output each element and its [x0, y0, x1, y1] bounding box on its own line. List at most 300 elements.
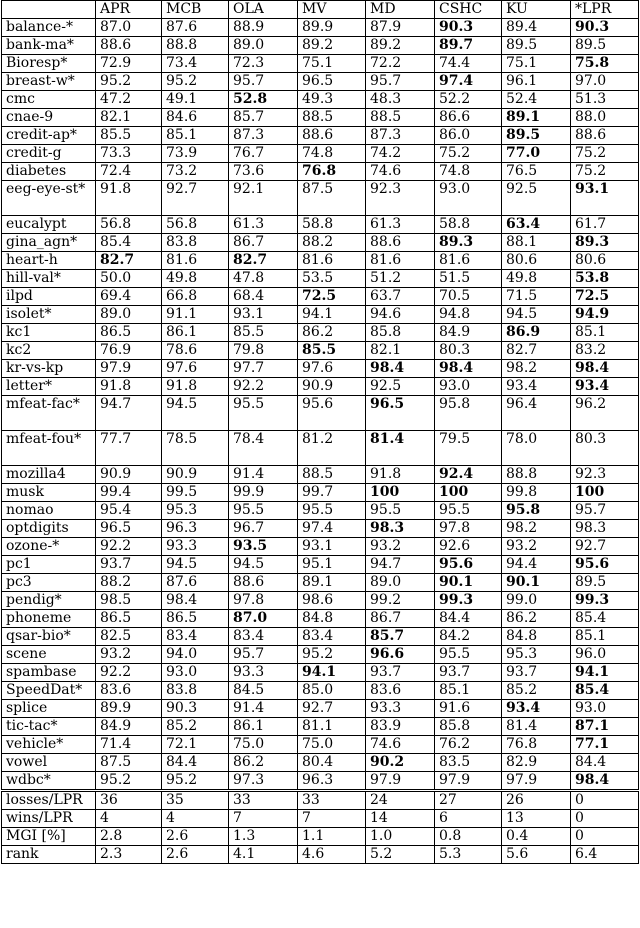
value-cell: 83.4	[298, 628, 366, 646]
table-row	[2, 306, 639, 324]
value-cell: 97.0	[571, 73, 639, 91]
value-cell: 74.8	[298, 145, 366, 163]
metric-name: rank	[2, 846, 96, 864]
value-cell: 91.8	[96, 181, 162, 216]
table-row	[2, 520, 639, 538]
value-cell: 90.1	[435, 574, 502, 592]
value-cell: 97.4	[298, 520, 366, 538]
dataset-name: pc1	[2, 556, 96, 574]
value-cell: 77.1	[571, 736, 639, 754]
value-cell: 89.2	[298, 37, 366, 55]
dataset-name: hill-val*	[2, 270, 96, 288]
value-cell: 4.6	[298, 846, 366, 864]
value-cell: 2.8	[96, 828, 162, 846]
value-cell: 86.2	[298, 324, 366, 342]
value-cell: 96.4	[502, 396, 571, 431]
dataset-name: optdigits	[2, 520, 96, 538]
value-cell: 88.2	[298, 234, 366, 252]
value-cell: 97.6	[298, 360, 366, 378]
value-cell: 1.1	[298, 828, 366, 846]
value-cell: 63.4	[502, 216, 571, 234]
value-cell: 100	[435, 484, 502, 502]
value-cell: 72.5	[298, 288, 366, 306]
value-cell: 84.8	[298, 610, 366, 628]
value-cell: 87.3	[229, 127, 298, 145]
value-cell: 90.9	[298, 378, 366, 396]
value-cell: 6	[435, 810, 502, 828]
value-cell: 92.5	[502, 181, 571, 216]
dataset-rows	[2, 19, 639, 791]
value-cell: 83.5	[435, 754, 502, 772]
value-cell: 52.2	[435, 91, 502, 109]
value-cell: 85.1	[435, 682, 502, 700]
value-cell: 99.7	[298, 484, 366, 502]
value-cell: 95.2	[298, 646, 366, 664]
value-cell: 78.6	[162, 342, 229, 360]
header-cell: *LPR	[571, 1, 639, 19]
value-cell: 89.0	[366, 574, 435, 592]
table-row	[2, 234, 639, 252]
dataset-name: vehicle*	[2, 736, 96, 754]
value-cell: 0	[571, 791, 639, 810]
value-cell: 97.9	[502, 772, 571, 791]
value-cell: 86.5	[96, 324, 162, 342]
metric-name: MGI [%]	[2, 828, 96, 846]
value-cell: 94.0	[162, 646, 229, 664]
value-cell: 5.2	[366, 846, 435, 864]
value-cell: 80.4	[298, 754, 366, 772]
value-cell: 83.2	[571, 342, 639, 360]
table-row	[2, 288, 639, 306]
value-cell: 89.0	[96, 306, 162, 324]
value-cell: 81.6	[435, 252, 502, 270]
summary-rows	[2, 791, 639, 864]
value-cell: 92.3	[571, 466, 639, 484]
table-row	[2, 538, 639, 556]
header-row	[2, 1, 639, 19]
value-cell: 78.4	[229, 431, 298, 466]
value-cell: 98.4	[571, 772, 639, 791]
value-cell: 89.0	[229, 37, 298, 55]
value-cell: 86.2	[502, 610, 571, 628]
value-cell: 74.2	[366, 145, 435, 163]
value-cell: 91.8	[162, 378, 229, 396]
value-cell: 72.3	[229, 55, 298, 73]
value-cell: 96.5	[298, 73, 366, 91]
value-cell: 79.8	[229, 342, 298, 360]
value-cell: 92.2	[229, 378, 298, 396]
table-row	[2, 127, 639, 145]
value-cell: 87.5	[96, 754, 162, 772]
table-row	[2, 378, 639, 396]
value-cell: 95.5	[229, 502, 298, 520]
value-cell: 0.8	[435, 828, 502, 846]
value-cell: 98.2	[502, 520, 571, 538]
value-cell: 24	[366, 791, 435, 810]
value-cell: 81.6	[366, 252, 435, 270]
value-cell: 84.6	[162, 109, 229, 127]
value-cell: 94.9	[571, 306, 639, 324]
value-cell: 92.1	[229, 181, 298, 216]
value-cell: 81.4	[366, 431, 435, 466]
value-cell: 93.2	[366, 538, 435, 556]
value-cell: 95.6	[571, 556, 639, 574]
value-cell: 75.1	[298, 55, 366, 73]
value-cell: 91.4	[229, 700, 298, 718]
value-cell: 85.5	[96, 127, 162, 145]
value-cell: 89.4	[502, 19, 571, 37]
header-cell: MD	[366, 1, 435, 19]
value-cell: 63.7	[366, 288, 435, 306]
value-cell: 86.7	[366, 610, 435, 628]
value-cell: 98.4	[366, 360, 435, 378]
value-cell: 83.6	[366, 682, 435, 700]
dataset-name: balance-*	[2, 19, 96, 37]
dataset-name: heart-h	[2, 252, 96, 270]
value-cell: 13	[502, 810, 571, 828]
value-cell: 85.7	[366, 628, 435, 646]
value-cell: 96.5	[366, 396, 435, 431]
value-cell: 89.2	[366, 37, 435, 55]
value-cell: 95.2	[96, 73, 162, 91]
value-cell: 72.2	[366, 55, 435, 73]
dataset-name: kc1	[2, 324, 96, 342]
dataset-name: diabetes	[2, 163, 96, 181]
value-cell: 90.3	[162, 700, 229, 718]
value-cell: 97.3	[229, 772, 298, 791]
value-cell: 98.5	[96, 592, 162, 610]
value-cell: 95.2	[162, 772, 229, 791]
dataset-name: kr-vs-kp	[2, 360, 96, 378]
value-cell: 99.8	[502, 484, 571, 502]
value-cell: 69.4	[96, 288, 162, 306]
dataset-name: SpeedDat*	[2, 682, 96, 700]
value-cell: 81.4	[502, 718, 571, 736]
value-cell: 89.5	[502, 127, 571, 145]
value-cell: 84.8	[502, 628, 571, 646]
results-table	[1, 0, 639, 864]
value-cell: 33	[298, 791, 366, 810]
value-cell: 2.6	[162, 846, 229, 864]
value-cell: 95.7	[229, 646, 298, 664]
value-cell: 75.1	[502, 55, 571, 73]
value-cell: 94.1	[571, 664, 639, 682]
dataset-name: eucalypt	[2, 216, 96, 234]
value-cell: 83.8	[162, 682, 229, 700]
dataset-name: credit-g	[2, 145, 96, 163]
value-cell: 88.6	[571, 127, 639, 145]
value-cell: 86.6	[435, 109, 502, 127]
value-cell: 74.6	[366, 163, 435, 181]
value-cell: 82.1	[96, 109, 162, 127]
value-cell: 95.7	[229, 73, 298, 91]
dataset-name: wdbc*	[2, 772, 96, 791]
value-cell: 94.6	[366, 306, 435, 324]
dataset-name: pendig*	[2, 592, 96, 610]
dataset-name: cmc	[2, 91, 96, 109]
value-cell: 93.0	[571, 700, 639, 718]
dataset-name: ilpd	[2, 288, 96, 306]
value-cell: 75.2	[571, 145, 639, 163]
value-cell: 49.1	[162, 91, 229, 109]
value-cell: 93.1	[298, 538, 366, 556]
value-cell: 90.3	[435, 19, 502, 37]
value-cell: 82.7	[229, 252, 298, 270]
value-cell: 91.8	[96, 378, 162, 396]
value-cell: 76.8	[502, 736, 571, 754]
value-cell: 48.3	[366, 91, 435, 109]
value-cell: 47.2	[96, 91, 162, 109]
value-cell: 85.1	[571, 628, 639, 646]
value-cell: 88.5	[298, 109, 366, 127]
dataset-name: vowel	[2, 754, 96, 772]
summary-row	[2, 791, 639, 810]
table-row	[2, 628, 639, 646]
value-cell: 92.7	[571, 538, 639, 556]
table-row	[2, 431, 639, 466]
table-row	[2, 646, 639, 664]
table-row	[2, 270, 639, 288]
value-cell: 93.3	[366, 700, 435, 718]
value-cell: 93.5	[229, 538, 298, 556]
value-cell: 89.7	[435, 37, 502, 55]
value-cell: 86.9	[502, 324, 571, 342]
value-cell: 89.3	[571, 234, 639, 252]
value-cell: 90.2	[366, 754, 435, 772]
value-cell: 0	[571, 810, 639, 828]
value-cell: 83.4	[229, 628, 298, 646]
value-cell: 97.7	[229, 360, 298, 378]
value-cell: 96.3	[162, 520, 229, 538]
dataset-name: mfeat-fac*	[2, 396, 96, 431]
value-cell: 96.7	[229, 520, 298, 538]
value-cell: 84.9	[96, 718, 162, 736]
value-cell: 94.1	[298, 306, 366, 324]
value-cell: 51.3	[571, 91, 639, 109]
value-cell: 93.3	[229, 664, 298, 682]
value-cell: 96.1	[502, 73, 571, 91]
value-cell: 91.4	[229, 466, 298, 484]
value-cell: 94.7	[96, 396, 162, 431]
value-cell: 84.4	[571, 754, 639, 772]
value-cell: 79.5	[435, 431, 502, 466]
value-cell: 96.2	[571, 396, 639, 431]
value-cell: 95.2	[96, 772, 162, 791]
table-row	[2, 342, 639, 360]
header-cell: MCB	[162, 1, 229, 19]
table-row	[2, 396, 639, 431]
dataset-name: breast-w*	[2, 73, 96, 91]
value-cell: 83.4	[162, 628, 229, 646]
value-cell: 86.1	[162, 324, 229, 342]
value-cell: 95.5	[366, 502, 435, 520]
value-cell: 93.0	[162, 664, 229, 682]
value-cell: 7	[229, 810, 298, 828]
value-cell: 73.9	[162, 145, 229, 163]
value-cell: 94.1	[298, 664, 366, 682]
value-cell: 93.4	[502, 378, 571, 396]
header-cell: MV	[298, 1, 366, 19]
value-cell: 75.2	[571, 163, 639, 181]
value-cell: 93.2	[96, 646, 162, 664]
value-cell: 95.5	[435, 502, 502, 520]
value-cell: 98.3	[571, 520, 639, 538]
value-cell: 94.5	[162, 556, 229, 574]
value-cell: 88.6	[229, 574, 298, 592]
value-cell: 98.4	[162, 592, 229, 610]
dataset-name: phoneme	[2, 610, 96, 628]
value-cell: 87.6	[162, 574, 229, 592]
value-cell: 84.4	[435, 610, 502, 628]
value-cell: 85.7	[229, 109, 298, 127]
value-cell: 84.9	[435, 324, 502, 342]
value-cell: 78.0	[502, 431, 571, 466]
value-cell: 93.2	[502, 538, 571, 556]
dataset-name: spambase	[2, 664, 96, 682]
value-cell: 93.7	[502, 664, 571, 682]
value-cell: 73.3	[96, 145, 162, 163]
value-cell: 92.7	[162, 181, 229, 216]
summary-row	[2, 846, 639, 864]
value-cell: 85.1	[162, 127, 229, 145]
value-cell: 95.7	[571, 502, 639, 520]
value-cell: 26	[502, 791, 571, 810]
dataset-name: ozone-*	[2, 538, 96, 556]
table-row	[2, 109, 639, 127]
value-cell: 77.7	[96, 431, 162, 466]
value-cell: 87.0	[229, 610, 298, 628]
table-row	[2, 664, 639, 682]
dataset-name: isolet*	[2, 306, 96, 324]
value-cell: 73.4	[162, 55, 229, 73]
summary-row	[2, 828, 639, 846]
value-cell: 97.9	[366, 772, 435, 791]
dataset-name: letter*	[2, 378, 96, 396]
value-cell: 98.6	[298, 592, 366, 610]
dataset-name: Bioresp*	[2, 55, 96, 73]
header-cell: CSHC	[435, 1, 502, 19]
value-cell: 76.8	[298, 163, 366, 181]
dataset-name: cnae-9	[2, 109, 96, 127]
value-cell: 88.2	[96, 574, 162, 592]
value-cell: 88.0	[571, 109, 639, 127]
table-row	[2, 502, 639, 520]
summary-row	[2, 810, 639, 828]
table-row	[2, 252, 639, 270]
value-cell: 95.2	[162, 73, 229, 91]
value-cell: 58.8	[435, 216, 502, 234]
value-cell: 80.3	[571, 431, 639, 466]
value-cell: 0	[571, 828, 639, 846]
value-cell: 72.1	[162, 736, 229, 754]
value-cell: 50.0	[96, 270, 162, 288]
value-cell: 27	[435, 791, 502, 810]
table-row	[2, 37, 639, 55]
value-cell: 90.9	[96, 466, 162, 484]
table-row	[2, 19, 639, 37]
value-cell: 74.8	[435, 163, 502, 181]
value-cell: 72.4	[96, 163, 162, 181]
value-cell: 82.7	[502, 342, 571, 360]
value-cell: 86.7	[229, 234, 298, 252]
value-cell: 97.8	[435, 520, 502, 538]
value-cell: 95.8	[502, 502, 571, 520]
value-cell: 51.2	[366, 270, 435, 288]
value-cell: 97.9	[435, 772, 502, 791]
dataset-name: mozilla4	[2, 466, 96, 484]
table-row	[2, 592, 639, 610]
table-row	[2, 73, 639, 91]
value-cell: 86.5	[162, 610, 229, 628]
value-cell: 61.3	[229, 216, 298, 234]
value-cell: 88.6	[366, 234, 435, 252]
value-cell: 98.2	[502, 360, 571, 378]
value-cell: 93.0	[435, 378, 502, 396]
value-cell: 93.0	[435, 181, 502, 216]
value-cell: 93.4	[571, 378, 639, 396]
dataset-name: scene	[2, 646, 96, 664]
value-cell: 84.2	[435, 628, 502, 646]
value-cell: 96.6	[366, 646, 435, 664]
table-row	[2, 754, 639, 772]
value-cell: 95.3	[162, 502, 229, 520]
table-row	[2, 181, 639, 216]
value-cell: 4	[96, 810, 162, 828]
value-cell: 75.8	[571, 55, 639, 73]
value-cell: 93.3	[162, 538, 229, 556]
value-cell: 94.7	[366, 556, 435, 574]
table-row	[2, 145, 639, 163]
value-cell: 95.7	[366, 73, 435, 91]
dataset-name: nomao	[2, 502, 96, 520]
value-cell: 49.8	[502, 270, 571, 288]
value-cell: 85.8	[435, 718, 502, 736]
value-cell: 47.8	[229, 270, 298, 288]
value-cell: 76.5	[502, 163, 571, 181]
value-cell: 74.4	[435, 55, 502, 73]
value-cell: 99.0	[502, 592, 571, 610]
value-cell: 96.3	[298, 772, 366, 791]
value-cell: 33	[229, 791, 298, 810]
value-cell: 5.3	[435, 846, 502, 864]
value-cell: 89.1	[502, 109, 571, 127]
value-cell: 87.3	[366, 127, 435, 145]
value-cell: 56.8	[162, 216, 229, 234]
metric-name: losses/LPR	[2, 791, 96, 810]
value-cell: 89.5	[502, 37, 571, 55]
value-cell: 98.4	[435, 360, 502, 378]
value-cell: 87.0	[96, 19, 162, 37]
value-cell: 52.8	[229, 91, 298, 109]
value-cell: 88.1	[502, 234, 571, 252]
value-cell: 73.6	[229, 163, 298, 181]
value-cell: 98.3	[366, 520, 435, 538]
value-cell: 85.1	[571, 324, 639, 342]
value-cell: 87.9	[366, 19, 435, 37]
value-cell: 99.2	[366, 592, 435, 610]
value-cell: 53.5	[298, 270, 366, 288]
metric-name: wins/LPR	[2, 810, 96, 828]
value-cell: 94.5	[502, 306, 571, 324]
value-cell: 89.3	[435, 234, 502, 252]
value-cell: 72.5	[571, 288, 639, 306]
dataset-name: splice	[2, 700, 96, 718]
value-cell: 85.0	[298, 682, 366, 700]
dataset-name: credit-ap*	[2, 127, 96, 145]
value-cell: 49.8	[162, 270, 229, 288]
value-cell: 92.2	[96, 538, 162, 556]
value-cell: 83.9	[366, 718, 435, 736]
